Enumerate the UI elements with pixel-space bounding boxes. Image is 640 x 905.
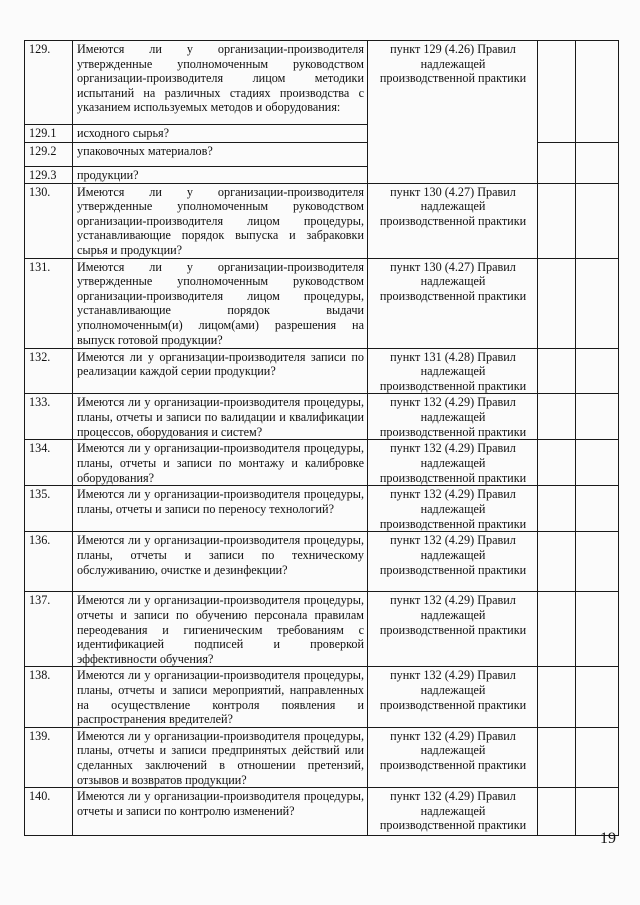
row-number: 136. (25, 532, 73, 592)
row-question: Имеются ли у организации-производителя процедуры, планы, отчеты и записи по валидации и квалификации процессов, оборудования и систем? (73, 394, 368, 440)
row-question: Имеются ли у организации-производителя записи по реализации каждой серии продукции? (73, 348, 368, 394)
table-row (25, 183, 619, 258)
row-question: упаковочных материалов? (73, 143, 368, 167)
row-reference: пункт 132 (4.29) Правил надлежащей производственной практики (368, 394, 538, 440)
answer-cell-b[interactable] (576, 41, 619, 143)
row-reference: пункт 132 (4.29) Правил надлежащей производственной практики (368, 440, 538, 486)
table-row (25, 394, 619, 440)
table-row (25, 667, 619, 727)
table-row (25, 258, 619, 348)
row-number: 133. (25, 394, 73, 440)
row-question: Имеются ли у организации-производителя процедуры, планы, отчеты и записи по техническому обслуживанию, очистке и дезинфекции? (73, 532, 368, 592)
table-row (25, 532, 619, 592)
row-question: Имеются ли у организации-производителя утвержденные уполномоченным руководством организации-производителя лицом процедуры, устанавливающие порядок выдачи уполномоченным(и) лицом(ами) разрешения на выпуск готовой продукции? (73, 258, 368, 348)
table-row (25, 348, 619, 394)
row-number: 131. (25, 258, 73, 348)
table-row (25, 440, 619, 486)
row-number: 140. (25, 788, 73, 836)
row-question: исходного сырья? (73, 125, 368, 143)
row-number: 132. (25, 348, 73, 394)
table-row (25, 41, 619, 125)
answer-cell-b[interactable] (576, 440, 619, 486)
answer-cell-b[interactable] (576, 143, 619, 184)
table-row (25, 727, 619, 787)
answer-cell-a[interactable] (538, 440, 576, 486)
answer-cell-b[interactable] (576, 486, 619, 532)
row-reference: пункт 132 (4.29) Правил надлежащей производственной практики (368, 727, 538, 787)
row-number: 129.3 (25, 167, 73, 184)
answer-cell-a[interactable] (538, 143, 576, 184)
row-reference: пункт 132 (4.29) Правил надлежащей производственной практики (368, 532, 538, 592)
table-row (25, 788, 619, 836)
row-question: Имеются ли у организации-производителя процедуры, отчеты и записи по обучению персонала правилам переодевания и гигиеническим требованиям с идентификацией подписей и проверкой эффективности обучения? (73, 592, 368, 667)
row-question: продукции? (73, 167, 368, 184)
answer-cell-a[interactable] (538, 348, 576, 394)
row-reference: пункт 132 (4.29) Правил надлежащей производственной практики (368, 592, 538, 667)
row-reference: пункт 129 (4.26) Правил надлежащей производственной практики (368, 41, 538, 184)
answer-cell-a[interactable] (538, 592, 576, 667)
row-question: Имеются ли у организации-производителя утвержденные уполномоченным руководством организации-производителя лицом процедуры, устанавливающие порядок выпуска и забраковки сырья и продукции? (73, 183, 368, 258)
answer-cell-b[interactable] (576, 348, 619, 394)
row-question: Имеются ли у организации-производителя процедуры, отчеты и записи по контролю изменений? (73, 788, 368, 836)
answer-cell-b[interactable] (576, 258, 619, 348)
answer-cell-a[interactable] (538, 41, 576, 143)
answer-cell-a[interactable] (538, 258, 576, 348)
row-reference: пункт 130 (4.27) Правил надлежащей производственной практики (368, 183, 538, 258)
row-number: 134. (25, 440, 73, 486)
answer-cell-b[interactable] (576, 667, 619, 727)
row-number: 129.2 (25, 143, 73, 167)
answer-cell-a[interactable] (538, 183, 576, 258)
row-question: Имеются ли у организации-производителя процедуры, планы, отчеты и записи предпринятых действий или сделанных заключений в отношении претензий, отзывов и возвратов продукции? (73, 727, 368, 787)
page-number: 19 (600, 830, 616, 847)
row-question: Имеются ли у организации-производителя утвержденные уполномоченным руководством организации-производителя лицом методики испытаний на различных стадиях производства с указанием используемых методов и оборудования: (73, 41, 368, 125)
answer-cell-b[interactable] (576, 727, 619, 787)
answer-cell-b[interactable] (576, 394, 619, 440)
answer-cell-a[interactable] (538, 394, 576, 440)
checklist-table (24, 40, 619, 836)
row-number: 139. (25, 727, 73, 787)
row-number: 135. (25, 486, 73, 532)
row-number: 130. (25, 183, 73, 258)
answer-cell-a[interactable] (538, 788, 576, 836)
row-question: Имеются ли у организации-производителя процедуры, планы, отчеты и записи мероприятий, направленных на осуществление контроля появления и распространения вредителей? (73, 667, 368, 727)
table-row (25, 486, 619, 532)
row-question: Имеются ли у организации-производителя процедуры, планы, отчеты и записи по переносу технологий? (73, 486, 368, 532)
answer-cell-a[interactable] (538, 727, 576, 787)
answer-cell-b[interactable] (576, 183, 619, 258)
row-number: 129. (25, 41, 73, 125)
row-reference: пункт 132 (4.29) Правил надлежащей производственной практики (368, 486, 538, 532)
row-reference: пункт 131 (4.28) Правил надлежащей производственной практики (368, 348, 538, 394)
row-reference: пункт 132 (4.29) Правил надлежащей производственной практики (368, 788, 538, 836)
row-reference: пункт 130 (4.27) Правил надлежащей производственной практики (368, 258, 538, 348)
row-number: 137. (25, 592, 73, 667)
row-question: Имеются ли у организации-производителя процедуры, планы, отчеты и записи по монтажу и калибровке оборудования? (73, 440, 368, 486)
answer-cell-b[interactable] (576, 532, 619, 592)
answer-cell-a[interactable] (538, 532, 576, 592)
answer-cell-a[interactable] (538, 667, 576, 727)
row-number: 138. (25, 667, 73, 727)
table-row (25, 592, 619, 667)
answer-cell-b[interactable] (576, 592, 619, 667)
answer-cell-b[interactable] (576, 788, 619, 836)
row-reference: пункт 132 (4.29) Правил надлежащей производственной практики (368, 667, 538, 727)
answer-cell-a[interactable] (538, 486, 576, 532)
row-number: 129.1 (25, 125, 73, 143)
